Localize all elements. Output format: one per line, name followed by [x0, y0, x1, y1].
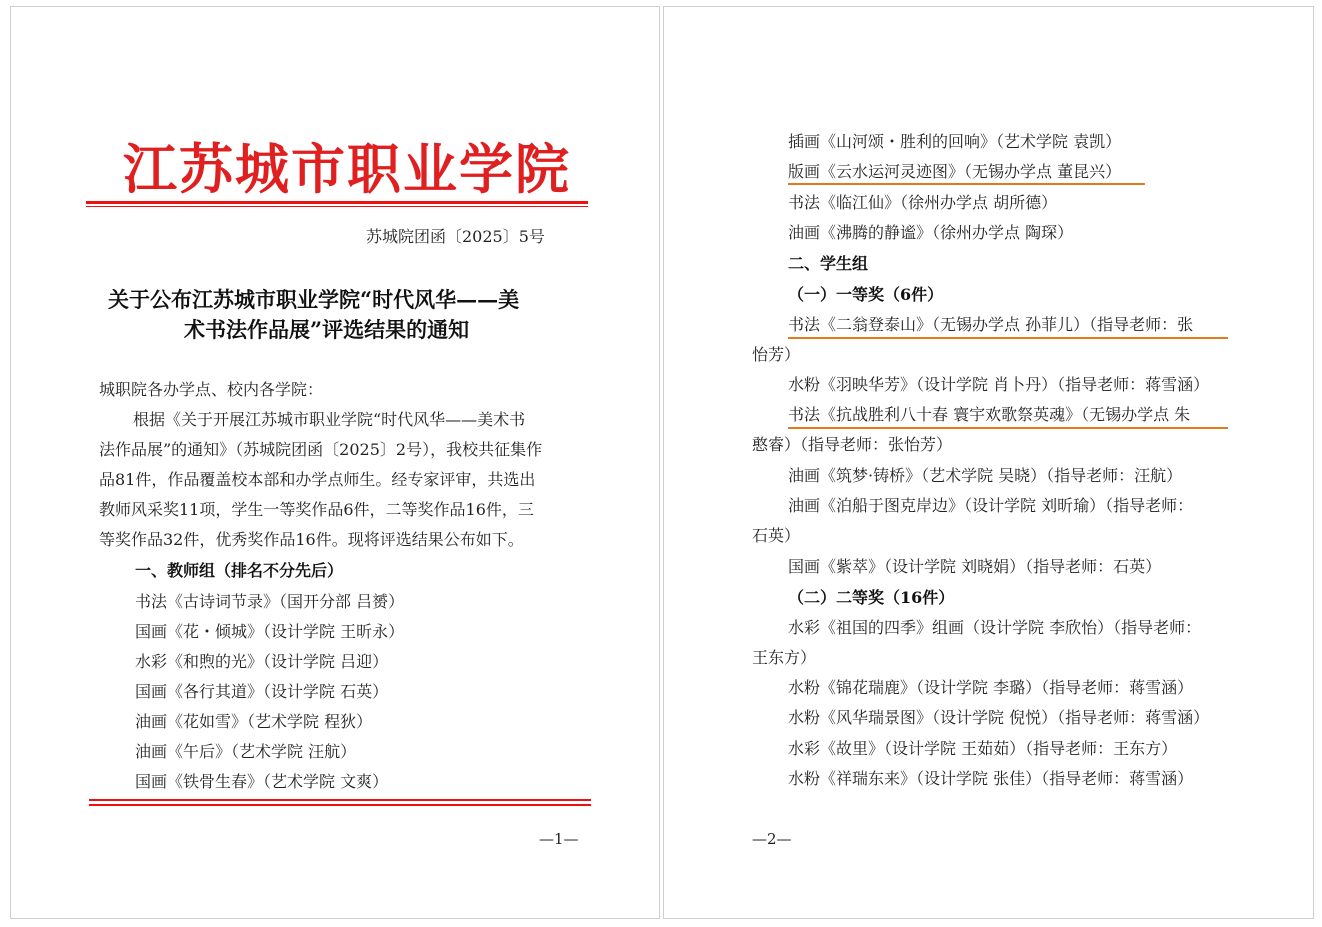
document-page-2 [663, 6, 1314, 919]
list-item: 水彩《祖国的四季》组画（设计学院 李欣怡）（指导老师： [788, 618, 1202, 637]
list-item: 国画《花・倾城》（设计学院 王昕永） [135, 622, 405, 641]
notice-title-line-2: 术书法作品展”评选结果的通知 [184, 317, 470, 342]
body-line: 品81件，作品覆盖校本部和办学点师生。经专家评审，共选出 [99, 470, 536, 489]
red-rule-bottom-2 [89, 804, 591, 806]
highlight-underline [788, 183, 1145, 185]
list-item: 国画《铁骨生春》（艺术学院 文爽） [135, 772, 389, 791]
list-item-continuation: 石英） [752, 526, 801, 545]
highlight-underline [788, 427, 1228, 429]
body-line: 法作品展”的通知》（苏城院团函〔2025〕2号），我校共征集作 [99, 440, 543, 459]
list-item: 国画《各行其道》（设计学院 石英） [135, 682, 389, 701]
section-heading-students: 二、学生组 [788, 254, 869, 273]
list-item: 书法《古诗词节录》（国开分部 吕赟） [135, 592, 405, 611]
body-line: 等奖作品32件，优秀奖作品16件。现将评选结果公布如下。 [99, 530, 524, 549]
list-item-continuation: 怡芳） [752, 345, 801, 364]
page-number: —2— [752, 830, 792, 848]
list-item: 插画《山河颂・胜利的回响》（艺术学院 袁凯） [788, 132, 1122, 151]
document-page-1 [10, 6, 660, 919]
subheading-first-prize: （一）一等奖（6件） [788, 285, 944, 304]
body-line: 根据《关于开展江苏城市职业学院“时代风华——美术书 [133, 410, 526, 429]
list-item: 油画《花如雪》（艺术学院 程狄） [135, 712, 373, 731]
list-item: 水粉《锦花瑞鹿》（设计学院 李璐）（指导老师：蒋雪涵） [788, 678, 1194, 697]
list-item: 书法《临江仙》（徐州办学点 胡所德） [788, 193, 1058, 212]
letterhead: 江苏城市职业学院 [123, 137, 571, 201]
list-item: 水彩《故里》（设计学院 王茹茹）（指导老师：王东方） [788, 739, 1178, 758]
list-item-continuation: 王东方） [752, 648, 817, 667]
page-number: —1— [539, 830, 579, 848]
notice-title-line-1: 关于公布江苏城市职业学院“时代风华——美 [108, 287, 520, 312]
list-item: 水彩《和煦的光》（设计学院 吕迎） [135, 652, 389, 671]
list-item-highlighted: 书法《抗战胜利八十春 寰宇欢歌祭英魂》（无锡办学点 朱 [788, 405, 1191, 424]
red-rule-top [86, 201, 588, 204]
section-heading-teachers: 一、教师组（排名不分先后） [135, 561, 344, 580]
list-item-highlighted: 书法《二翁登泰山》（无锡办学点 孙菲儿）（指导老师：张 [788, 315, 1194, 334]
red-rule-top-thin [86, 206, 588, 207]
addressee: 城职院各办学点、校内各学院： [99, 380, 324, 399]
list-item: 水粉《祥瑞东来》（设计学院 张佳）（指导老师：蒋雪涵） [788, 769, 1194, 788]
highlight-underline [788, 337, 1228, 339]
list-item-continuation: 憨睿）（指导老师：张怡芳） [752, 435, 953, 454]
list-item: 水粉《风华瑞景图》（设计学院 倪悦）（指导老师：蒋雪涵） [788, 708, 1210, 727]
list-item: 油画《午后》（艺术学院 汪航） [135, 742, 357, 761]
list-item: 国画《紫萃》（设计学院 刘晓娟）（指导老师：石英） [788, 557, 1162, 576]
red-rule-bottom [89, 799, 591, 801]
subheading-second-prize: （二）二等奖（16件） [788, 588, 955, 607]
list-item-highlighted: 版画《云水运河灵迹图》（无锡办学点 董昆兴） [788, 162, 1122, 181]
list-item: 水粉《羽映华芳》（设计学院 肖卜丹）（指导老师：蒋雪涵） [788, 375, 1210, 394]
body-line: 教师风采奖11项，学生一等奖作品6件，二等奖作品16件，三 [99, 500, 534, 519]
list-item: 油画《筑梦·铸桥》（艺术学院 吴晓）（指导老师：汪航） [788, 466, 1183, 485]
document-number: 苏城院团函〔2025〕5号 [366, 227, 545, 246]
list-item: 油画《沸腾的静谧》（徐州办学点 陶琛） [788, 223, 1074, 242]
list-item: 油画《泊船于图克岸边》（设计学院 刘昕瑜）（指导老师： [788, 496, 1194, 515]
